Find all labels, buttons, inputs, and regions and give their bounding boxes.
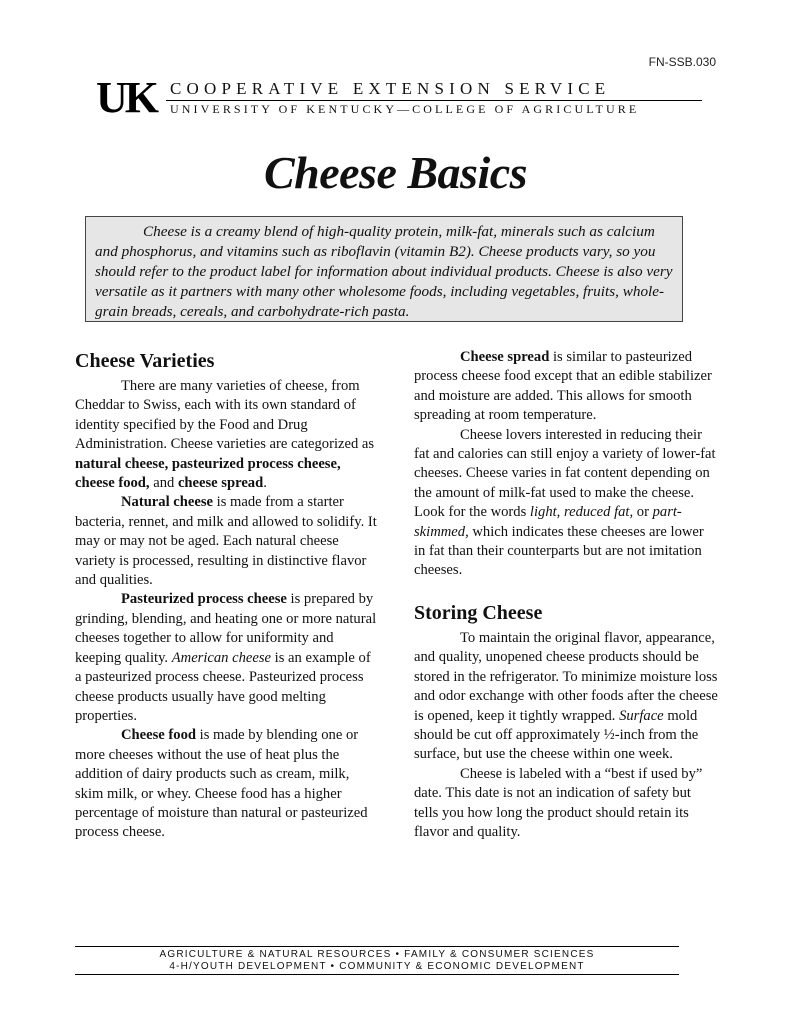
paragraph-storing [414,629,718,765]
page-title: Cheese Basics [263,147,528,198]
italic-term: light, reduced fat, [529,504,634,521]
right-column [414,348,718,842]
section-heading-storing: Storing Cheese [414,601,543,624]
text-run: and [149,475,178,492]
section-spacer [414,581,718,600]
italic-term: American cheese [171,649,272,666]
italic-term: Surface [619,707,664,724]
text-run: is similar to pasteurized process cheese food except that an edible stabilizer and moisture are added. This allows for smooth spreading at room temperature. [414,349,712,424]
bold-term: natural cheese, pasteurized process cheese, cheese food, [75,455,341,492]
footer-bottom-rule [75,974,679,975]
text-run: is made by blending one or more cheeses without the use of heat plus the addition of dairy products such as cream, milk, skim milk, or whey. Cheese food has a higher percentage of moisture than natural or pasteurized process cheese. [75,727,368,841]
uk-logo: UK [96,73,156,122]
bold-term: Natural cheese [121,494,213,511]
text-run: . [263,475,267,492]
footer-programs-line2: 4-H/YOUTH DEVELOPMENT • COMMUNITY & ECONOMIC DEVELOPMENT [169,961,585,972]
text-run: Cheese lovers interested in reducing their fat and calories can still enjoy a variety of lower-fat cheeses. Cheese varies in fat content depending on the amount of milk-fat used to make the cheese. Look for the words [414,426,716,521]
italic-term: part-skimmed, [414,504,682,540]
paragraph-varieties-intro [75,377,379,493]
text-run: To maintain the original flavor, appearance, and quality, unopened cheese products should be stored in the refrigerator. To minimize moisture loss and odor exchange with other foods after the cheese is opened, keep it tightly wrapped. [414,629,718,724]
footer-programs-line1: AGRICULTURE & NATURAL RESOURCES • FAMILY & CONSUMER SCIENCES [159,949,595,960]
bold-term: Cheese spread [460,349,550,365]
bold-term: cheese spread [177,475,264,492]
text-run: is an example of a pasteurized process cheese. Pasteurized process cheese products usually have good melting properties. [75,649,371,724]
section-heading-varieties: Cheese Varieties [75,350,215,372]
paragraph-best-by-date: Cheese is labeled with a “best if used by” date. This date is not an indication of safety but tells you how long the product should retain its flavor and quality. [414,765,703,840]
bold-term: Cheese food [121,727,196,744]
left-column [75,348,379,843]
paragraph-cheese-food [75,726,379,842]
masthead-service-name: COOPERATIVE EXTENSION SERVICE [170,79,611,98]
footer-top-rule [75,946,679,947]
text-run: There are many varieties of cheese, from Cheddar to Swiss, each with its own standard of identity specified by the Food and Drug Administration. Cheese varieties are categorized as [75,378,375,453]
text-run: or [633,504,653,521]
text-run: mold should be cut off approximately ½-inch from the surface, but use the cheese within one week. [414,707,699,763]
masthead [96,73,706,122]
masthead-divider [166,100,702,101]
document-code: FN-SSB.030 [648,55,716,69]
intro-box [85,216,683,322]
text-run: is made from a starter bacteria, rennet, and milk and allowed to solidify. It may or may not be aged. Each natural cheese variety is processed, resulting in distinctive flavor and qualities. [75,494,377,589]
paragraph-cheese-spread [414,348,718,426]
intro-paragraph: Cheese is a creamy blend of high-quality protein, milk-fat, minerals such as calcium and phosphorus, and vitamins such as riboflavin (vitamin B2). Cheese products vary, so you should refer to the product label for information about individual products. Cheese is also very versatile as it partners with many other wholesome foods, including vegetables, fruits, whole-grain breads, cereals, and carbohydrate-rich pasta. [95,223,673,320]
paragraph-lower-fat [414,426,718,581]
masthead-university-name: UNIVERSITY OF KENTUCKY—COLLEGE OF AGRICULTURE [170,102,640,116]
bold-term: Pasteurized process cheese [121,591,287,608]
text-run: which indicates these cheeses are lower in fat than their counterparts but are not imitation cheeses. [414,523,704,579]
paragraph-process-cheese [75,590,379,726]
text-run: is prepared by grinding, blending, and heating one or more natural cheeses together to allow for uniformity and keeping quality. [75,591,377,666]
paragraph-natural-cheese [75,493,379,590]
